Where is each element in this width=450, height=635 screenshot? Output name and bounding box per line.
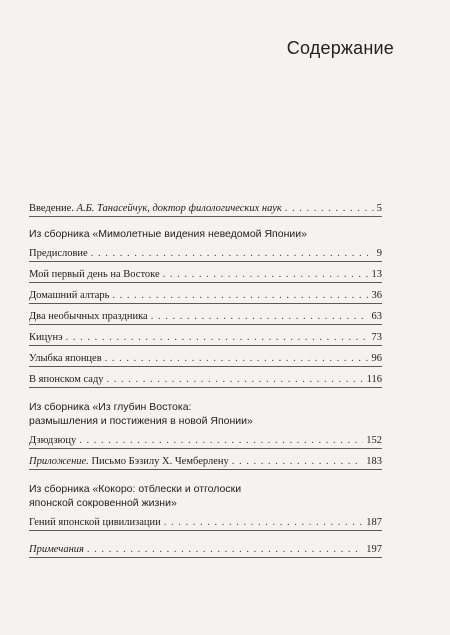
toc-page-number: 63 <box>371 311 382 322</box>
toc-page-number: 187 <box>366 517 382 528</box>
section-heading-line: японской сокровенной жизни» <box>29 497 177 509</box>
toc-entry-label: Примечания <box>29 544 84 555</box>
toc-entry <box>29 434 382 449</box>
dot-leader <box>107 373 364 386</box>
section-heading-3 <box>29 482 382 510</box>
dot-leader <box>164 516 363 529</box>
page-title: Содержание <box>286 38 394 58</box>
toc-entry <box>29 331 382 346</box>
section-heading-line: Из сборника «Мимолетные видения неведомой Японии» <box>29 228 307 240</box>
toc-entry-label: Два необычных праздника <box>29 311 148 322</box>
toc-entry-introduction <box>29 202 382 217</box>
intro-author: А.Б. Танасейчук, доктор филологических наук <box>76 203 282 214</box>
intro-label: Введение. <box>29 203 74 214</box>
toc-entry <box>29 247 382 262</box>
toc-entry <box>29 310 382 325</box>
dot-leader <box>285 202 374 215</box>
section-heading-line: Из сборника «Кокоро: отблески и отголоски <box>29 483 242 495</box>
toc-page-number: 36 <box>371 290 382 301</box>
appendix-prefix: Приложение. <box>29 456 89 467</box>
toc-entry <box>29 455 382 470</box>
toc-entry-label <box>29 202 282 215</box>
dot-leader <box>105 352 369 365</box>
dot-leader <box>163 268 369 281</box>
toc-entry-label: Улыбка японцев <box>29 353 102 364</box>
toc-page-number: 9 <box>376 248 382 259</box>
dot-leader <box>66 331 369 344</box>
section-heading-1 <box>29 227 382 241</box>
toc-page-number: 152 <box>366 435 382 446</box>
toc-entry <box>29 268 382 283</box>
toc-entry <box>29 516 382 531</box>
toc-entry-label: Мой первый день на Востоке <box>29 269 160 280</box>
section-heading-line: размышления и постижения в новой Японии» <box>29 415 253 427</box>
toc-entry-label: Домашний алтарь <box>29 290 110 301</box>
dot-leader <box>151 310 369 323</box>
toc-entry <box>29 289 382 304</box>
dot-leader <box>112 289 368 302</box>
toc-entry-label: Предисловие <box>29 248 88 259</box>
toc-entry <box>29 373 382 388</box>
toc-page-number: 116 <box>366 374 382 385</box>
toc-entry-label <box>29 455 229 468</box>
section-heading-line: Из сборника «Из глубин Востока: <box>29 401 192 413</box>
toc-entry <box>29 352 382 367</box>
toc-page-number: 13 <box>371 269 382 280</box>
toc-page-number: 73 <box>371 332 382 343</box>
dot-leader <box>79 434 363 447</box>
toc-page-number: 197 <box>366 544 382 555</box>
dot-leader <box>91 247 374 260</box>
toc-entry-label: Дзюдзюцу <box>29 435 77 446</box>
dot-leader <box>232 455 364 468</box>
toc-entry-label: В японском саду <box>29 374 104 385</box>
toc-page-number: 5 <box>376 203 382 214</box>
table-of-contents <box>29 202 382 558</box>
toc-entry-label: Гений японской цивилизации <box>29 517 161 528</box>
section-heading-2 <box>29 400 382 428</box>
appendix-title: Письмо Бэзилу Х. Чемберлену <box>91 456 229 467</box>
toc-entry-label: Кицунэ <box>29 332 63 343</box>
toc-page-number: 183 <box>366 456 382 467</box>
dot-leader <box>87 543 363 556</box>
toc-page-number: 96 <box>371 353 382 364</box>
toc-entry-notes <box>29 543 382 558</box>
